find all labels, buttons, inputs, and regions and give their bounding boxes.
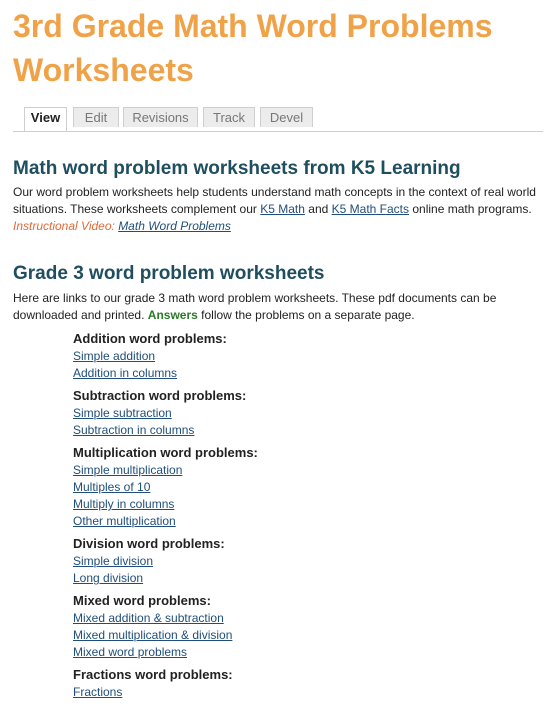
worksheet-link[interactable]: Other multiplication	[73, 514, 176, 528]
tab-view[interactable]: View	[24, 107, 67, 131]
worksheet-link[interactable]: Mixed addition & subtraction	[73, 611, 224, 625]
worksheet-link[interactable]: Long division	[73, 571, 144, 585]
intro-text-3: online math programs.	[409, 202, 532, 216]
video-label: Instructional Video:	[13, 219, 119, 233]
fractions-group	[73, 667, 373, 701]
k5-math-facts-link[interactable]: K5 Math Facts	[331, 202, 410, 216]
group-title: Subtraction word problems:	[73, 388, 247, 403]
group-links	[73, 553, 373, 587]
worksheet-link[interactable]: Simple multiplication	[73, 463, 183, 477]
worksheet-link[interactable]: Mixed multiplication & division	[73, 628, 233, 642]
group-links	[73, 684, 373, 701]
worksheet-link[interactable]: Multiply in columns	[73, 497, 175, 511]
video-link[interactable]: Math Word Problems	[118, 219, 231, 233]
group-title: Addition word problems:	[73, 331, 227, 346]
group-title: Fractions word problems:	[73, 667, 233, 682]
tab-edit[interactable]: Edit	[73, 107, 119, 127]
tab-bar	[13, 105, 543, 132]
worksheet-link[interactable]: Simple subtraction	[73, 406, 172, 420]
group-title: Division word problems:	[73, 536, 225, 551]
group-links	[73, 462, 373, 530]
tab-devel[interactable]: Devel	[260, 107, 313, 127]
tab-revisions[interactable]: Revisions	[123, 107, 198, 127]
division-group	[73, 536, 373, 587]
worksheet-link[interactable]: Simple division	[73, 554, 154, 568]
worksheet-link[interactable]: Mixed word problems	[73, 645, 188, 659]
worksheet-link[interactable]: Simple addition	[73, 349, 156, 363]
worksheet-link[interactable]: Subtraction in columns	[73, 423, 195, 437]
worksheet-lists	[73, 331, 373, 707]
group-title: Mixed word problems:	[73, 593, 211, 608]
addition-group	[73, 331, 373, 382]
intro-text-2: and	[304, 202, 332, 216]
grade3-paragraph	[13, 290, 538, 324]
answers-label: Answers	[147, 308, 198, 322]
subtraction-group	[73, 388, 373, 439]
page-title: 3rd Grade Math Word Problems Worksheets	[13, 8, 493, 88]
worksheet-link[interactable]: Addition in columns	[73, 366, 178, 380]
intro-paragraph	[13, 184, 538, 235]
grade3-heading: Grade 3 word problem worksheets	[13, 263, 325, 284]
worksheet-link[interactable]: Fractions	[73, 685, 123, 699]
group-links	[73, 348, 373, 382]
k5-math-link[interactable]: K5 Math	[260, 202, 305, 216]
group-links	[73, 405, 373, 439]
intro-text-1: Our word problem worksheets help students understand math concepts in the context of real world situations. These worksheets complement our	[13, 185, 536, 216]
mixed-group	[73, 593, 373, 661]
worksheet-link[interactable]: Multiples of 10	[73, 480, 151, 494]
multiplication-group	[73, 445, 373, 530]
group-links	[73, 610, 373, 661]
grade3-text-1: Here are links to our grade 3 math word problem worksheets. These pdf documents can be downloaded and printed.	[13, 291, 497, 322]
tab-track[interactable]: Track	[203, 107, 255, 127]
group-title: Multiplication word problems:	[73, 445, 258, 460]
intro-heading: Math word problem worksheets from K5 Learning	[13, 158, 461, 179]
grade3-text-2: follow the problems on a separate page.	[197, 308, 415, 322]
